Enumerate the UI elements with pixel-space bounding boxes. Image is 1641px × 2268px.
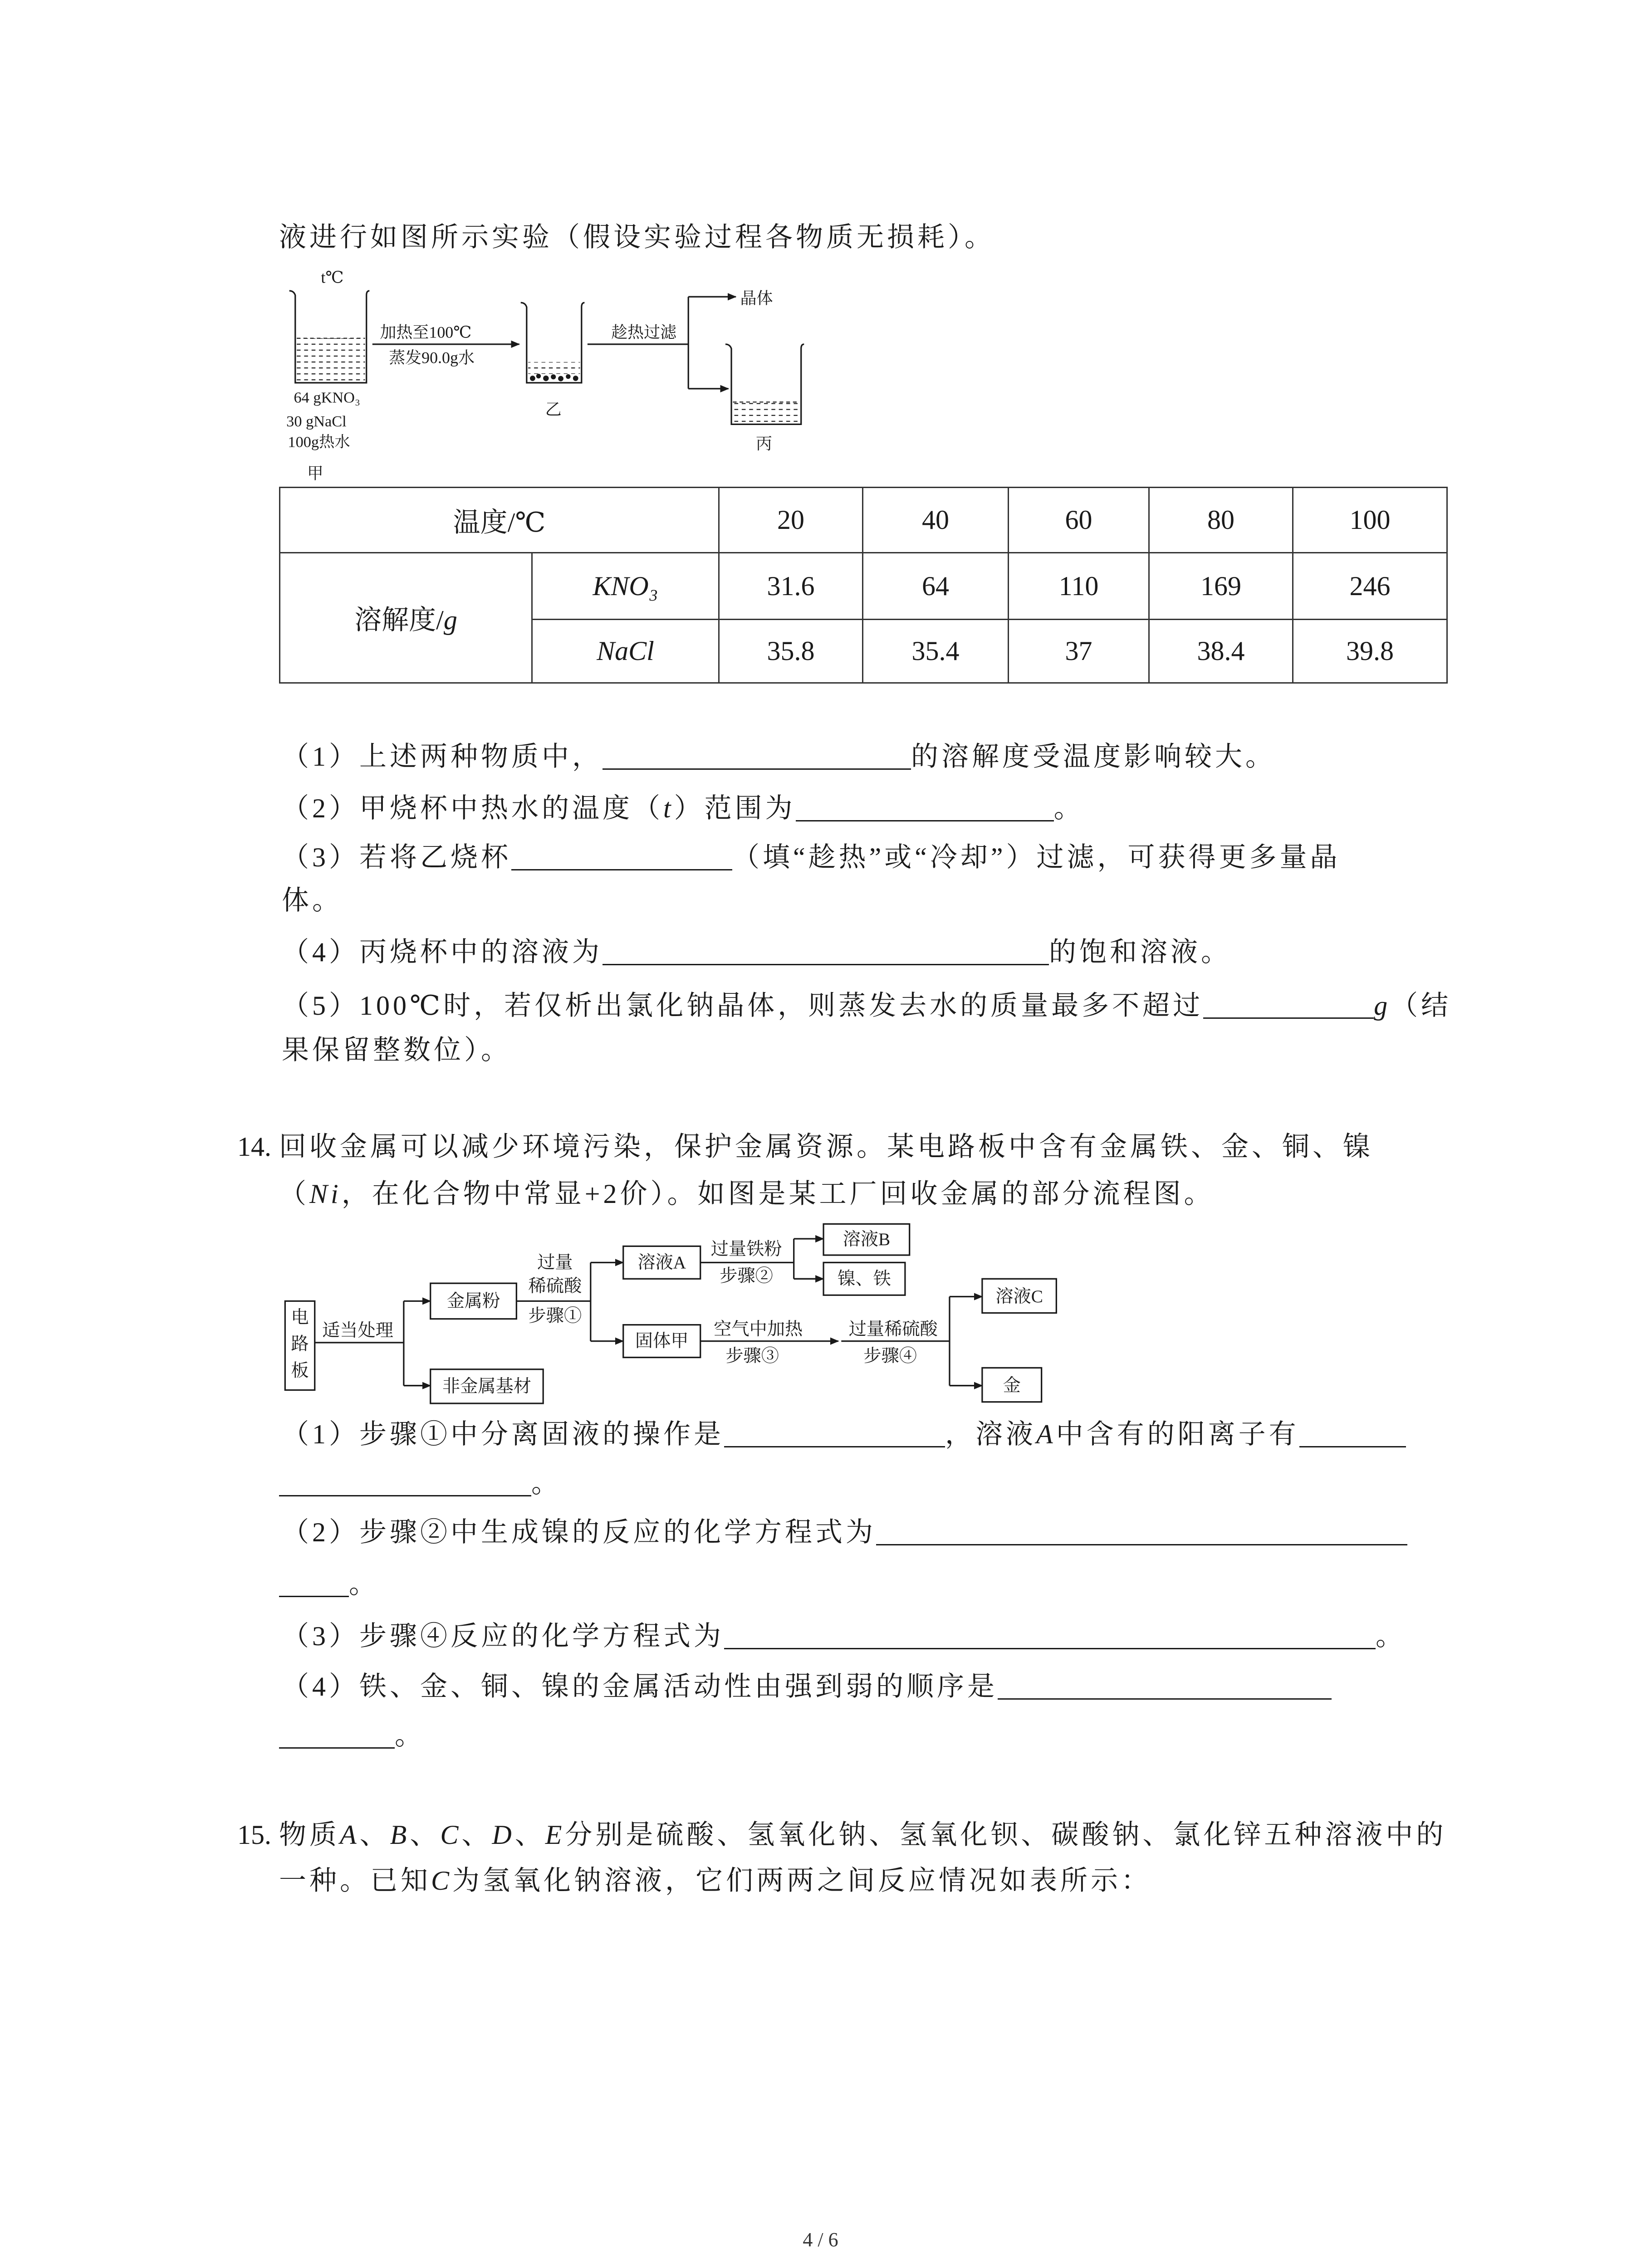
question-label: （4） (282, 1672, 359, 1701)
question-text: 的溶解度受温度影响较大。 (911, 742, 1276, 772)
solution-c-label: 溶液C (995, 1287, 1043, 1307)
variable: B (390, 1820, 410, 1850)
table-cell: 80 (1149, 488, 1293, 553)
step3-reagent-label: 空气中加热 (714, 1319, 803, 1339)
answer-blank (724, 1625, 1376, 1649)
question-label: （3） (282, 1621, 359, 1651)
solubility-header (280, 553, 532, 683)
beaker-bing-label: 丙 (756, 434, 772, 453)
beaker-bing-solution (733, 402, 799, 423)
question-text: 丙烧杯中的溶液为 (359, 937, 603, 967)
beaker-yi-solution (528, 362, 580, 374)
variable: A (340, 1820, 360, 1850)
beaker-jia-solution (297, 338, 365, 381)
step3-label: 步骤③ (725, 1346, 779, 1366)
q14-question-2-continued (279, 1569, 379, 1599)
question-text: 步骤①中分离固液的操作是 (359, 1419, 724, 1449)
q13-question-5-continued: 果保留整数位）。 (282, 1035, 511, 1065)
table-cell: 35.8 (719, 620, 863, 683)
q13-question-3 (282, 842, 1341, 872)
answer-blank (876, 1521, 1407, 1545)
circuit-board-label: 路 (291, 1334, 309, 1354)
question-label: （2） (282, 1517, 359, 1547)
variable: C (431, 1866, 453, 1896)
beaker-jia-content-kno3: 64 gKNO₃ (294, 389, 360, 406)
table-cell: 64 (863, 553, 1009, 620)
step1-label: 步骤① (528, 1306, 582, 1326)
question-label: （1） (282, 1419, 359, 1449)
answer-blank (1203, 995, 1374, 1019)
q13-intro: 液进行如图所示实验（假设实验过程各物质无损耗）。 (279, 222, 995, 252)
stem-text: ，在化合物中常显+2价）。如图是某工厂回收金属的部分流程图。 (341, 1179, 1215, 1209)
q14-question-2 (282, 1517, 1407, 1547)
question-text: （填“趁热”或“冷却”）过滤，可获得更多量晶 (732, 842, 1341, 872)
solubility-label: 溶解度/ (354, 605, 444, 635)
table-cell: 20 (719, 488, 863, 553)
substance-name: NaCl (532, 620, 719, 683)
q15-stem-line-1 (279, 1820, 1446, 1850)
circuit-board-label: 电 (291, 1307, 309, 1327)
question-label: （5） (282, 991, 359, 1021)
beaker-yi-crystals (530, 374, 578, 381)
question-text: 。 (531, 1468, 562, 1498)
beaker-jia-content-nacl: 30 gNaCl (286, 412, 347, 430)
stem-text: 、 (359, 1820, 390, 1850)
answer-blank (724, 1423, 945, 1447)
solution-b-label: 溶液B (843, 1230, 891, 1250)
table-cell: 60 (1009, 488, 1149, 553)
question-text: ，溶液 (945, 1419, 1036, 1449)
q15-stem-line-2 (279, 1866, 1151, 1896)
page-number: 4 / 6 (803, 2229, 838, 2251)
treatment-label: 适当处理 (322, 1321, 393, 1341)
step1-reagent-label: 稀硫酸 (528, 1276, 582, 1296)
question-text: 甲烧杯中热水的温度（ (359, 793, 663, 823)
stem-text: 为氢氧化钠溶液，它们两两之间反应情况如表所示： (452, 1866, 1152, 1896)
question-text: 。 (1053, 793, 1084, 823)
element-symbol: Ni (309, 1179, 342, 1209)
question-text: 。 (349, 1569, 379, 1599)
question-text: 的饱和溶液。 (1049, 937, 1231, 967)
variable: A (1036, 1419, 1056, 1449)
table-cell: 246 (1293, 553, 1447, 620)
unit: g (1374, 991, 1391, 1021)
q14-stem-line-2 (279, 1179, 1215, 1209)
q14-question-1 (282, 1419, 1406, 1449)
question-text: 若将乙烧杯 (359, 842, 511, 872)
question-text: 中含有的阳离子有 (1056, 1419, 1299, 1449)
table-cell: 110 (1009, 553, 1149, 620)
question-text: ）范围为 (674, 793, 796, 823)
q14-question-3 (282, 1621, 1406, 1651)
step4-label: 步骤④ (863, 1346, 917, 1366)
question-text: 步骤④反应的化学方程式为 (359, 1621, 724, 1651)
table-cell: 35.4 (863, 620, 1009, 683)
answer-blank (796, 797, 1054, 821)
variable: D (492, 1820, 515, 1850)
hot-filter-label: 趁热过滤 (611, 323, 677, 342)
q14-stem-line-1: 回收金属可以减少环境污染，保护金属资源。某电路板中含有金属铁、金、铜、镍 (279, 1132, 1373, 1162)
variable: C (440, 1820, 462, 1850)
variable: E (545, 1820, 565, 1850)
circuit-board-label: 板 (291, 1361, 309, 1381)
q14-question-4-continued (279, 1721, 425, 1750)
q14-number: 14. (237, 1132, 271, 1162)
stem-text: 、 (514, 1820, 545, 1850)
substance-name: KNO₃ (532, 553, 719, 620)
nickel-iron-label: 镍、铁 (838, 1269, 891, 1289)
q14-question-1-continued (279, 1468, 562, 1498)
step2-reagent-label: 过量铁粉 (710, 1239, 782, 1259)
table-cell: 39.8 (1293, 620, 1447, 683)
answer-blank (603, 746, 911, 770)
table-cell: 37 (1009, 620, 1149, 683)
q13-question-3-continued: 体。 (282, 885, 343, 915)
table-cell: 100 (1293, 488, 1447, 553)
question-label: （3） (282, 842, 359, 872)
answer-blank (279, 1725, 395, 1749)
crystal-label: 晶体 (740, 289, 773, 308)
stem-text: 、 (410, 1820, 441, 1850)
answer-blank (998, 1676, 1332, 1700)
table-row (280, 488, 1447, 553)
question-label: （2） (282, 793, 359, 823)
question-label: （4） (282, 937, 359, 967)
solubility-table (279, 487, 1448, 684)
beaker-jia-label: 甲 (307, 464, 323, 483)
answer-blank (603, 941, 1049, 965)
solubility-unit: g (443, 605, 457, 635)
variable: t (663, 793, 674, 823)
question-label: （1） (282, 742, 359, 772)
q13-question-2 (282, 793, 1084, 823)
q13-question-4 (282, 937, 1231, 967)
solid-jia-label: 固体甲 (635, 1331, 689, 1351)
stem-text: 分别是硫酸、氢氧化钠、氢氧化钡、碳酸钠、氯化锌五种溶液中的 (565, 1820, 1447, 1850)
table-cell: 38.4 (1149, 620, 1293, 683)
answer-blank (1299, 1423, 1406, 1447)
beaker-jia-content-water: 100g热水 (288, 433, 350, 451)
temperature-label: t℃ (321, 268, 344, 287)
temperature-header: 温度/℃ (280, 488, 719, 553)
step1-reagent-label: 过量 (537, 1252, 573, 1272)
question-text: 。 (1376, 1621, 1406, 1651)
solution-a-label: 溶液A (637, 1252, 686, 1272)
nonmetal-substrate-label: 非金属基材 (442, 1376, 532, 1396)
arrow-evaporate-label: 蒸发90.0g水 (389, 348, 475, 367)
stem-text: 物质 (279, 1820, 340, 1850)
table-cell: 31.6 (719, 553, 863, 620)
stem-text: （ (279, 1179, 309, 1209)
answer-blank (511, 846, 732, 870)
stem-text: 一种。已知 (279, 1866, 431, 1896)
experiment-diagram (274, 264, 841, 487)
q13-question-1 (282, 742, 1276, 772)
question-text: 100℃时，若仅析出氯化钠晶体，则蒸发去水的质量最多不超过 (359, 991, 1204, 1021)
q13-question-5 (282, 991, 1451, 1021)
question-text: 上述两种物质中， (359, 742, 603, 772)
question-text: （结 (1391, 991, 1452, 1021)
arrow-heat-label: 加热至100℃ (380, 323, 472, 342)
metal-powder-label: 金属粉 (446, 1291, 500, 1311)
q14-question-4 (282, 1672, 1332, 1701)
step4-reagent-label: 过量稀硫酸 (848, 1319, 938, 1339)
question-text: 铁、金、铜、镍的金属活动性由强到弱的顺序是 (359, 1672, 998, 1701)
answer-blank (279, 1573, 349, 1597)
answer-blank (279, 1472, 531, 1496)
table-cell: 169 (1149, 553, 1293, 620)
table-cell: 40 (863, 488, 1009, 553)
beaker-yi-label: 乙 (545, 400, 562, 419)
step2-label: 步骤② (720, 1266, 773, 1286)
table-row (280, 553, 1447, 620)
question-text: 步骤②中生成镍的反应的化学方程式为 (359, 1517, 876, 1547)
recycling-flowchart (274, 1217, 1091, 1409)
stem-text: 、 (461, 1820, 492, 1850)
gold-label: 金 (1003, 1376, 1021, 1396)
question-text: 。 (395, 1721, 425, 1750)
q15-number: 15. (237, 1820, 271, 1850)
